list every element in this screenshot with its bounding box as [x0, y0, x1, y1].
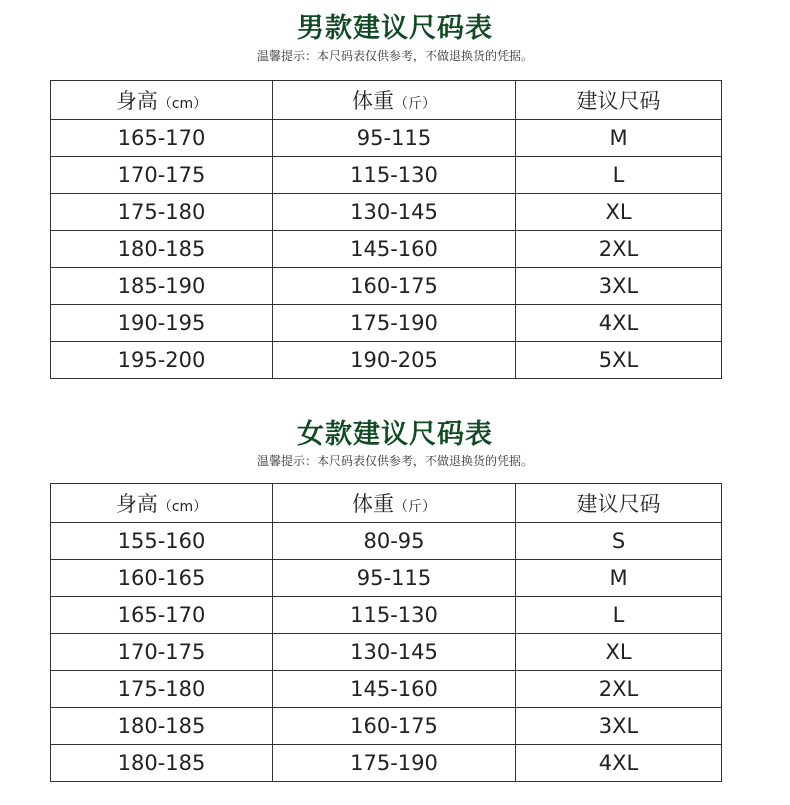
weight-header-unit: （斤） — [394, 499, 436, 515]
height-header-label: 身高 — [115, 492, 158, 516]
table-row — [51, 745, 722, 782]
height-header-unit: （cm） — [157, 96, 208, 112]
size-cell: L — [516, 597, 722, 634]
table-row — [51, 305, 722, 342]
table-row — [51, 194, 722, 231]
weight-cell: 175-190 — [273, 745, 516, 782]
weight-cell: 190-205 — [273, 342, 516, 379]
weight-cell: 80-95 — [273, 523, 516, 560]
size-cell: S — [516, 523, 722, 560]
men-size-chart-title: 男款建议尺码表 — [297, 13, 493, 44]
women-size-chart-title: 女款建议尺码表 — [297, 419, 493, 450]
table-header-row — [51, 81, 722, 120]
women-size-chart-note: 温馨提示：本尺码表仅供参考，不做退换货的凭据。 — [256, 454, 533, 468]
table-header-row — [51, 484, 722, 523]
women-size-table — [50, 483, 722, 782]
height-header-unit: （cm） — [157, 499, 208, 515]
weight-cell: 95-115 — [273, 120, 516, 157]
weight-cell: 160-175 — [273, 268, 516, 305]
size-cell: 3XL — [516, 268, 722, 305]
size-cell: 3XL — [516, 708, 722, 745]
size-cell: XL — [516, 634, 722, 671]
size-cell: 2XL — [516, 231, 722, 268]
height-cell: 170-175 — [51, 157, 273, 194]
table-row — [51, 120, 722, 157]
height-header-label: 身高 — [115, 89, 158, 113]
table-row — [51, 157, 722, 194]
weight-cell: 175-190 — [273, 305, 516, 342]
weight-cell: 160-175 — [273, 708, 516, 745]
weight-cell: 95-115 — [273, 560, 516, 597]
height-cell: 190-195 — [51, 305, 273, 342]
height-cell: 160-165 — [51, 560, 273, 597]
height-cell: 165-170 — [51, 597, 273, 634]
weight-column-header — [273, 484, 516, 523]
height-cell: 195-200 — [51, 342, 273, 379]
size-cell: M — [516, 560, 722, 597]
height-cell: 165-170 — [51, 120, 273, 157]
size-cell: 2XL — [516, 671, 722, 708]
weight-cell: 115-130 — [273, 597, 516, 634]
men-size-chart-note: 温馨提示：本尺码表仅供参考，不做退换货的凭据。 — [256, 49, 533, 63]
height-cell: 175-180 — [51, 194, 273, 231]
table-row — [51, 268, 722, 305]
table-row — [51, 560, 722, 597]
height-column-header — [51, 484, 273, 523]
weight-header-label: 体重 — [352, 492, 394, 516]
table-row — [51, 671, 722, 708]
size-column-header: 建议尺码 — [516, 484, 722, 523]
height-cell: 155-160 — [51, 523, 273, 560]
men-size-table — [50, 80, 722, 379]
size-cell: 5XL — [516, 342, 722, 379]
weight-cell: 145-160 — [273, 231, 516, 268]
weight-header-unit: （斤） — [394, 96, 436, 112]
size-cell: L — [516, 157, 722, 194]
table-row — [51, 231, 722, 268]
weight-header-label: 体重 — [352, 89, 394, 113]
size-column-header: 建议尺码 — [516, 81, 722, 120]
size-cell: M — [516, 120, 722, 157]
height-cell: 175-180 — [51, 671, 273, 708]
table-row — [51, 342, 722, 379]
height-cell: 180-185 — [51, 231, 273, 268]
weight-cell: 130-145 — [273, 634, 516, 671]
height-cell: 180-185 — [51, 745, 273, 782]
height-cell: 180-185 — [51, 708, 273, 745]
weight-cell: 130-145 — [273, 194, 516, 231]
table-row — [51, 708, 722, 745]
table-row — [51, 597, 722, 634]
height-cell: 170-175 — [51, 634, 273, 671]
weight-cell: 115-130 — [273, 157, 516, 194]
table-row — [51, 523, 722, 560]
size-cell: XL — [516, 194, 722, 231]
weight-column-header — [273, 81, 516, 120]
size-cell: 4XL — [516, 305, 722, 342]
size-cell: 4XL — [516, 745, 722, 782]
height-cell: 185-190 — [51, 268, 273, 305]
table-row — [51, 634, 722, 671]
weight-cell: 145-160 — [273, 671, 516, 708]
height-column-header — [51, 81, 273, 120]
